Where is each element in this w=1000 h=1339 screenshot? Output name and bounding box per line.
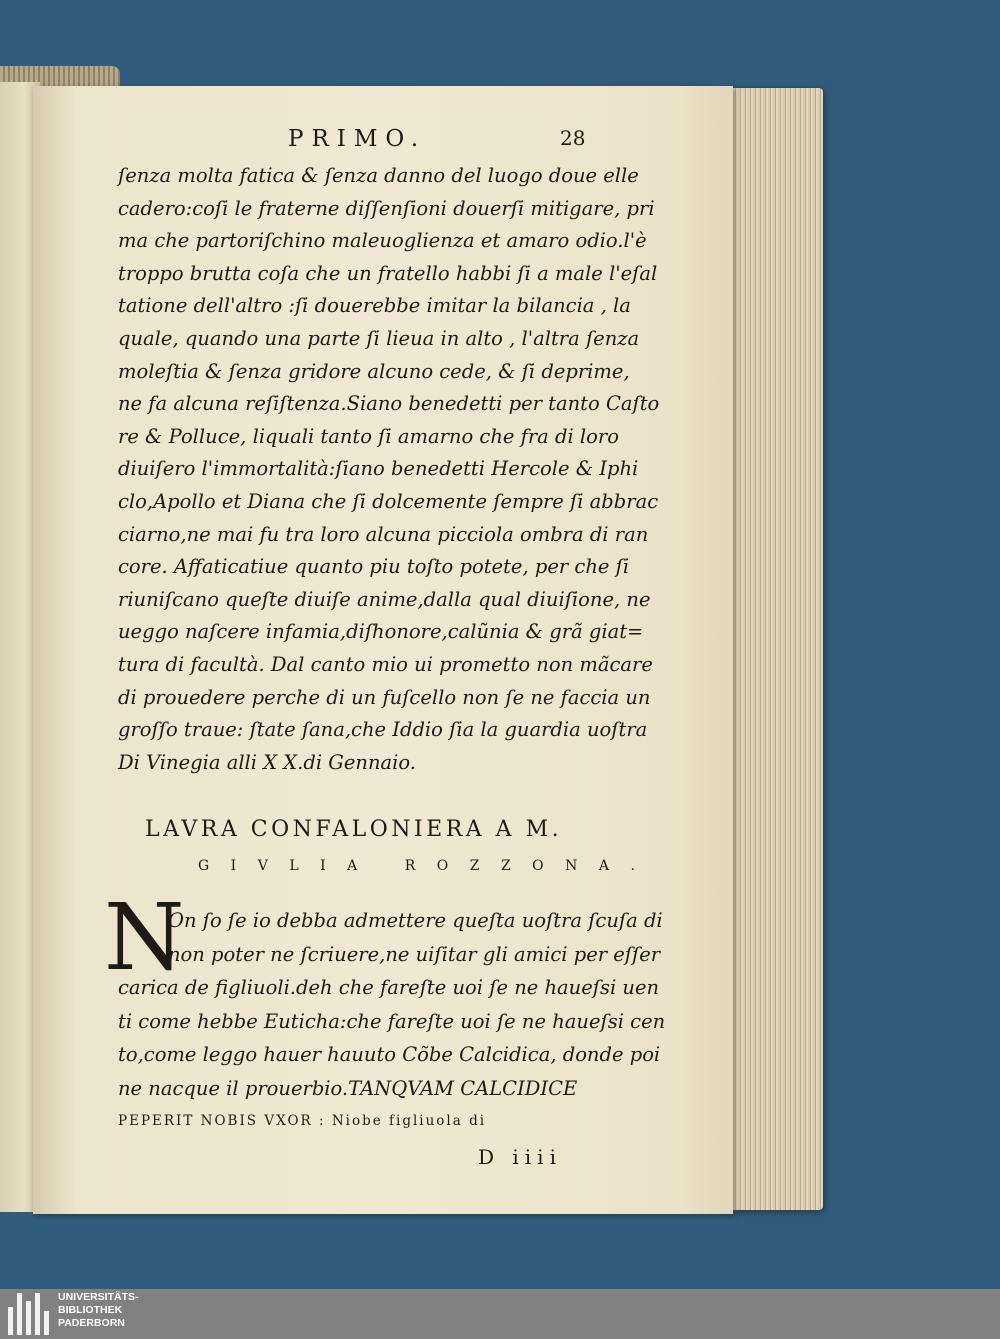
text-line: clo,Apollo et Diana che ſi dolcemente ſempre ſi abbrac xyxy=(118,489,659,513)
text-line: di prouedere perche di un fuſcello non ſe ne faccia un xyxy=(118,685,651,709)
letter-subheading: GIVLIA ROZZONA. xyxy=(198,858,657,875)
drop-cap: N xyxy=(104,884,185,992)
text-line: troppo brutta coſa che un fratello habbi ſi a male l'eſal xyxy=(118,261,658,285)
library-logo-icon xyxy=(8,1293,52,1335)
library-footer xyxy=(0,1289,1000,1339)
text-line: ti come hebbe Euticha:che fareſte uoi ſe ne haueſsi cen xyxy=(118,1009,666,1033)
letter-text xyxy=(104,884,666,1139)
body-text xyxy=(118,160,660,779)
text-line: ciarno,ne mai fu tra loro alcuna picciola ombra di ran xyxy=(118,522,649,546)
text-line: ma che partoriſchino maleuoglienza et amaro odio.l'è xyxy=(118,229,647,253)
text-line: Di Vinegia alli X X.di Gennaio. xyxy=(118,750,416,774)
letter-heading: LAVRA CONFALONIERA A M. xyxy=(145,817,563,843)
text-line: non poter ne ſcriuere,ne uiſitar gli amici per eſſer xyxy=(168,942,661,966)
text-line: ſenza molta fatica & ſenza danno del luogo doue elle xyxy=(118,164,639,187)
text-line: groſſo traue: ſtate ſana,che Iddio ſia la guardia uoſtra xyxy=(118,718,648,742)
running-head xyxy=(118,120,648,160)
text-line: core. Affaticatiue quanto piu toſto potete, per che ſi xyxy=(118,555,630,579)
text-line: to,come leggo hauer hauuto Cõbe Calcidica, donde poi xyxy=(118,1043,661,1067)
library-name xyxy=(58,1291,139,1330)
folio-number: 28 xyxy=(560,126,586,150)
text-line: tura di facultà. Dal canto mio ui prometto non mãcare xyxy=(118,652,653,676)
text-line: quale, quando una parte ſi lieua in alto , l'altra ſenza xyxy=(118,326,640,350)
text-line: moleſtia & ſenza gridore alcuno cede, & ſi deprime, xyxy=(118,359,630,383)
text-line: carica de figliuoli.deh che fareſte uoi ſe ne haueſsi uen xyxy=(118,976,660,1000)
running-title: PRIMO. xyxy=(288,126,427,152)
text-line: ne fa alcuna reſiſtenza.Siano benedetti per tanto Caſto xyxy=(118,392,660,416)
text-line: tatione dell'altro :ſi douerebbe imitar la bilancia , la xyxy=(118,294,631,318)
signature-mark: D iiii xyxy=(478,1144,562,1169)
text-line: PEPERIT NOBIS VXOR : Niobe figliuola di xyxy=(118,1113,487,1130)
text-line: cadero:coſi le fraterne diſſenſioni douerſi mitigare, pri xyxy=(118,196,655,220)
page-text xyxy=(104,120,666,1173)
text-line: diuiſero l'immortalità:ſiano benedetti Hercole & Iphi xyxy=(118,457,639,481)
text-line: riuniſcano queſte diuiſe anime,dalla qual diuiſione, ne xyxy=(118,587,651,611)
library-name-line: BIBLIOTHEK xyxy=(58,1304,123,1316)
page-edges xyxy=(733,88,823,1210)
library-name-line: PADERBORN xyxy=(58,1317,125,1329)
text-line: ueggo naſcere infamia,diſhonore,calũnia & grã giat= xyxy=(118,620,644,644)
text-line: ne nacque il prouerbio.TANQVAM CALCIDICE xyxy=(118,1076,578,1100)
text-line: On ſo ſe io debba admettere queſta uoſtra ſcuſa di xyxy=(168,909,663,933)
library-name-line: UNIVERSITÄTS- xyxy=(58,1291,139,1303)
text-line: re & Polluce, liquali tanto ſi amarno che fra di loro xyxy=(118,424,619,448)
